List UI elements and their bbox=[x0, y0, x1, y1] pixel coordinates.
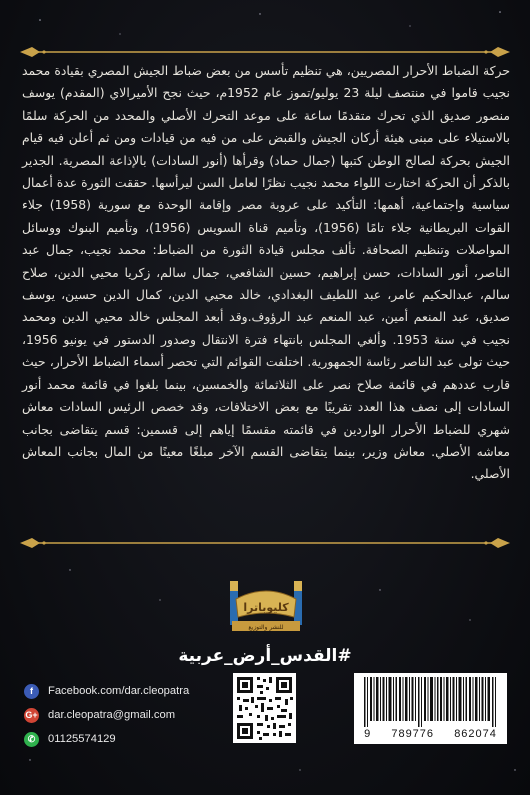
barcode-bars bbox=[354, 673, 507, 729]
isbn-left-group: 789776 bbox=[391, 728, 435, 740]
contact-whatsapp[interactable] bbox=[24, 728, 224, 750]
back-cover-synopsis bbox=[22, 60, 510, 486]
contact-facebook[interactable] bbox=[24, 680, 224, 702]
isbn-barcode bbox=[354, 673, 507, 744]
whatsapp-icon: ✆ bbox=[24, 732, 39, 747]
hashtag-slogan: #القدس_أرض_عربية bbox=[178, 646, 352, 666]
top-gold-ornament bbox=[20, 44, 510, 60]
bottom-gold-ornament bbox=[20, 535, 510, 551]
email-text: dar.cleopatra@gmail.com bbox=[48, 709, 176, 721]
contact-email[interactable] bbox=[24, 704, 224, 726]
isbn-right-group: 862074 bbox=[454, 728, 497, 740]
phone-number-text: 01125574129 bbox=[48, 733, 116, 745]
isbn-prefix: 9 bbox=[364, 728, 372, 740]
google-plus-icon: G+ bbox=[24, 708, 39, 723]
contact-list bbox=[24, 680, 224, 752]
qr-code bbox=[233, 673, 296, 743]
isbn-number bbox=[354, 728, 507, 740]
synopsis-paragraph: حركة الضباط الأحرار المصريين، هي تنظيم تأسس من بعض ضباط الجيش المصري بقيادة محمد نجيب قاموا في منتصف ليلة 23 يوليو/تموز عام 1952م، حيث نجح الأميرالاي (المقدم) يوسف منصور صديق الذي تحرك متقدمًا ساعة على موعد التحرك الأصلي والمحدد من الحركة سلمًا بالاستيلاء على مبنى هيئة أركان الجيش والقبض على من فيه من قيادات ومن ثم أعلن فيه قيام الجيش بحركة لصالح الوطن كتبها (جمال حماد) وقرأها (أنور السادات) بالإذاعة المصرية. الجدير بالذكر أن الحركة اختارت اللواء محمد نجيب نظرًا لعامل السن ليرأسها. حققت الثورة عدة أعمال سياسية واجتماعية، أهمها: التأكيد على عروبة مصر وإقامة الوحدة مع سورية (1958) جلاء القوات البريطانية جلاء تامًا (1956)، وتأميم قناة السويس (1956)، وتأميم البنوك ووسائل المواصلات وتنظيم الصحافة. تألف مجلس قيادة الثورة من الضباط: محمد نجيب، جمال عبد الناصر، أنور السادات، حسن إبراهيم، حسين الشافعي، جمال سالم، زكريا محيي الدين، صلاح سالم، عبدالحكيم عامر، عبد اللطيف البغدادي، خالد محيي الدين، كمال الدين حسين، يوسف صديق، عبد المنعم أمين، عبد المنعم عبد الرؤوف.وقد أبعد المجلس خالد محيي الدين ومحمد نجيب في سنة 1953. وألغي المجلس بانتهاء فترة الانتقال وصدور الدستور في يونيو 1956، حيث تولى عبد الناصر رئاسة الجمهورية. اختلفت القوائم التي تحصر أسماء الضباط الأحرار، حيث قارب عددهم في قائمة صلاح نصر على الثلاثمائة والخمسين، بينما بلغوا في قائمة محمد أنور السادات إلى نصف هذا العدد تقريبًا مع بعض الاختلافات، وقد خصص الرئيس السادات معاش شهري للضباط الأحرار الواردين في قائمته مقسمًا إياهم إلى قسمين: قسم يتقاضى بجانب معاشه الأصلي. معاش وزير، بينما يتقاضى القسم الآخر مبلغًا معينًا من المال بجانب المعاش الأصلي. bbox=[22, 63, 511, 482]
facebook-icon: f bbox=[24, 684, 39, 699]
facebook-link-text: Facebook.com/dar.cleopatra bbox=[48, 685, 190, 697]
svg-text:كليوباترا: كليوباترا bbox=[243, 601, 289, 614]
svg-text:للنشر والتوزيع: للنشر والتوزيع bbox=[248, 624, 284, 631]
publisher-logo bbox=[216, 577, 316, 635]
